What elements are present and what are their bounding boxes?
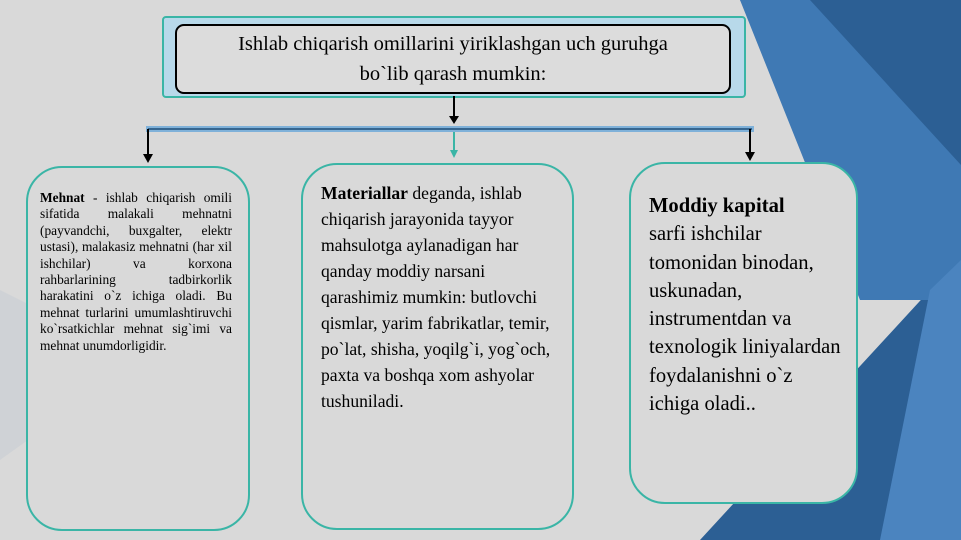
- arrow-main-icon: [449, 116, 459, 124]
- materials-title: Materiallar: [321, 183, 408, 203]
- arrow-left-icon: [143, 154, 153, 163]
- title-line-1: Ishlab chiqarish omillarini yiriklashgan uch guruhga: [238, 33, 668, 55]
- capital-text: sarfi ishchilar tomonidan binodan, uskunadan, instrumentdan va texnologik liniyalardan foydalanishni o`z ichiga oladi..: [649, 223, 841, 416]
- labor-box: [26, 166, 250, 531]
- capital-title: Moddiy kapital: [649, 195, 785, 217]
- materials-box: [301, 163, 574, 530]
- title-line-2: bo`lib qarash mumkin:: [359, 63, 547, 85]
- labor-title: Mehnat: [40, 190, 85, 205]
- arrow-right-icon: [745, 152, 755, 161]
- arrow-middle-icon: [450, 150, 458, 158]
- labor-text: - ishlab chiqarish omili sifatida malakali mehnatni (payvandchi, buxgalter, elektr ustasi), malakasiz mehnatni (har xil ishchilar) va korxona rahbarlarining tadbirkorlik harakatini o`z ichiga oladi. Bu mehnat turlarini umumlashtiruvchi ko`rsatkichlar mehnat sig`imi va mehnat unumdorligidir.: [40, 190, 232, 353]
- title-box: [175, 24, 731, 94]
- materials-text: deganda, ishlab chiqarish jarayonida tayyor mahsulotga aylanadigan har qanday moddiy narsani qarashimiz mumkin: butlovchi qismlar, yarim fabrikatlar, temir, po`lat, shisha, yoqilg`i, yog`och, paxta va boshqa xom ashyolar tushuniladi.: [321, 183, 551, 411]
- capital-box: [629, 162, 858, 504]
